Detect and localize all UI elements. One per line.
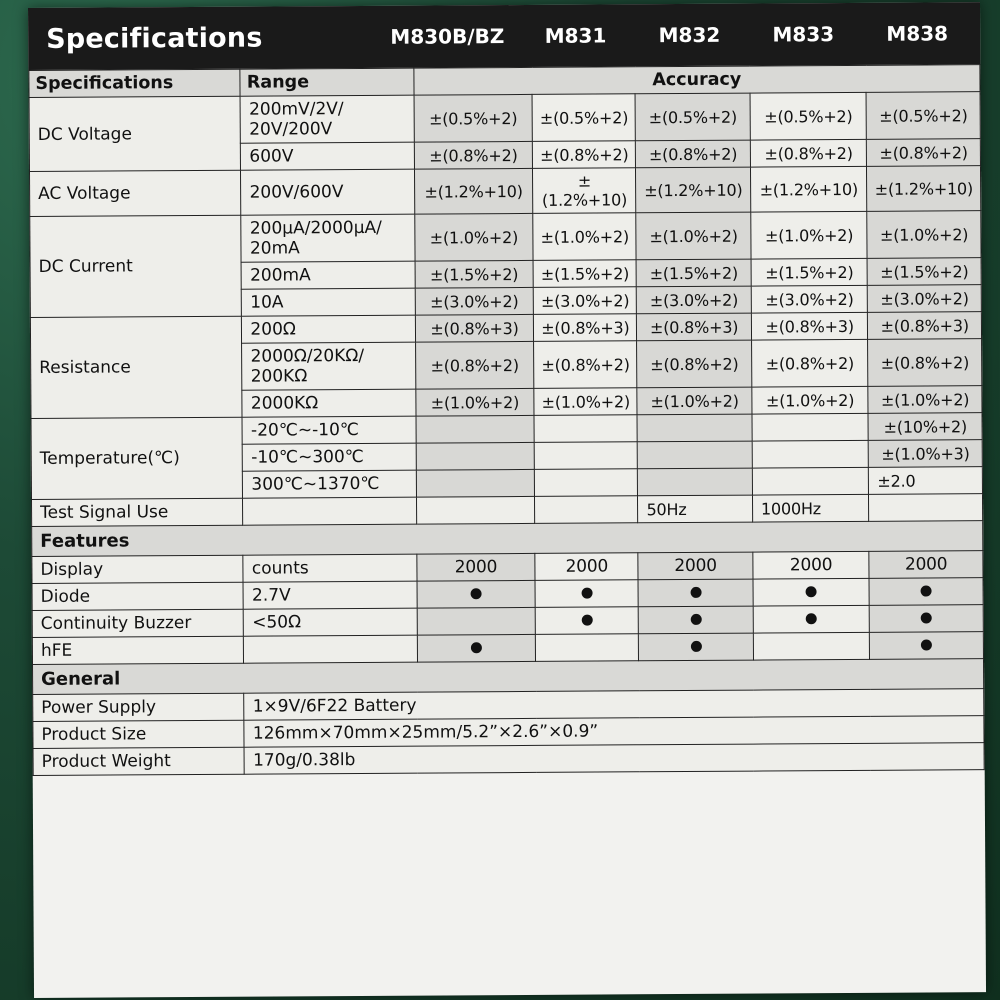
- value-cell: [417, 634, 536, 662]
- range-cell: 200Ω: [242, 315, 415, 343]
- range-cell: 2.7V: [243, 581, 416, 609]
- value-cell: 2000: [417, 553, 536, 581]
- value-cell: ±(1.5%+2): [868, 258, 982, 286]
- range-cell: <50Ω: [244, 608, 417, 636]
- value-cell: ±(1.0%+2): [752, 386, 869, 414]
- value-cell: ±(0.8%+2): [637, 340, 752, 388]
- general-product-weight: Product Weight: [33, 747, 245, 775]
- value-cell: ±(0.8%+2): [533, 141, 636, 169]
- value-cell: ±2.0: [869, 467, 983, 495]
- value-cell: ±(0.8%+2): [750, 139, 867, 167]
- dot-icon: [921, 612, 932, 623]
- value-cell: [638, 579, 753, 607]
- range-cell: 300℃~1370℃: [243, 470, 416, 498]
- value-cell: ±(0.8%+2): [415, 341, 534, 389]
- value-cell: [535, 580, 638, 608]
- value-cell: ±(0.8%+2): [414, 141, 533, 169]
- value-cell: 2000: [535, 553, 638, 581]
- value-cell: ±(1.2%+10): [414, 168, 533, 214]
- value-cell: [535, 496, 638, 524]
- value-cell: 2000: [638, 552, 753, 580]
- dot-icon: [471, 588, 482, 599]
- general-product-size: Product Size: [33, 720, 245, 748]
- table-row: [29, 92, 980, 145]
- dot-icon: [471, 642, 482, 653]
- value-cell: ±(3.0%+2): [534, 287, 637, 315]
- spec-dc-voltage: DC Voltage: [29, 96, 241, 171]
- value-cell: [753, 578, 870, 606]
- general-power-supply-value: 1×9V/6F22 Battery: [244, 689, 984, 721]
- value-cell: ±(0.8%+2): [751, 339, 868, 387]
- section-general-label: General: [33, 659, 984, 695]
- value-cell: 2000: [869, 551, 983, 579]
- header-accuracy: Accuracy: [414, 65, 980, 95]
- range-cell: -20℃~-10℃: [242, 416, 415, 444]
- dot-icon: [921, 585, 932, 596]
- value-cell: ±(1.2%+10): [750, 166, 867, 212]
- value-cell: 1000Hz: [752, 494, 869, 522]
- feature-hfe: hFE: [32, 636, 244, 664]
- value-cell: [417, 580, 536, 608]
- value-cell: ±(0.5%+2): [414, 94, 533, 142]
- range-cell: [243, 497, 416, 525]
- general-product-size-value: 126mm×70mm×25mm/5.2”×2.6”×0.9”: [244, 716, 984, 748]
- value-cell: [870, 605, 984, 633]
- model-m831: M831: [544, 23, 607, 48]
- value-cell: [753, 605, 870, 633]
- value-cell: ±(0.8%+3): [415, 314, 534, 342]
- value-cell: [416, 469, 535, 497]
- value-cell: ±(1.0%+3): [869, 440, 983, 468]
- value-cell: ±(1.0%+2): [534, 388, 637, 416]
- value-cell: ±(0.5%+2): [635, 93, 750, 141]
- range-cell: -10℃~300℃: [243, 443, 416, 471]
- section-features-label: Features: [32, 521, 983, 557]
- value-cell: ±(1.5%+2): [533, 260, 636, 288]
- value-cell: [534, 442, 637, 470]
- title-bar: [28, 2, 980, 70]
- range-cell: 200µA/2000µA/ 20mA: [241, 214, 415, 262]
- value-cell: ±(1.0%+2): [416, 388, 535, 416]
- value-cell: ±(1.5%+2): [415, 260, 534, 288]
- range-cell: 600V: [241, 142, 414, 170]
- value-cell: ±(10%+2): [868, 413, 982, 441]
- value-cell: ±(1.2%+10): [533, 168, 636, 214]
- value-cell: ±(3.0%+2): [415, 287, 534, 315]
- dot-icon: [690, 587, 701, 598]
- value-cell: ±(1.0%+2): [751, 211, 868, 259]
- value-cell: [639, 633, 754, 661]
- dot-icon: [581, 588, 592, 599]
- value-cell: ±(3.0%+2): [637, 286, 752, 314]
- value-cell: ±(0.8%+2): [868, 339, 982, 387]
- value-cell: [638, 468, 753, 496]
- value-cell: ±(0.8%+3): [534, 314, 637, 342]
- value-cell: ±(0.5%+2): [750, 92, 867, 140]
- value-cell: [416, 415, 535, 443]
- value-cell: ±(1.5%+2): [637, 259, 752, 287]
- value-cell: [639, 606, 754, 634]
- value-cell: ±(1.0%+2): [637, 387, 752, 415]
- table-row: [29, 166, 980, 217]
- value-cell: ±(3.0%+2): [751, 285, 868, 313]
- specification-sheet: [28, 2, 986, 998]
- spec-ac-voltage: AC Voltage: [29, 170, 241, 216]
- spec-resistance: Resistance: [30, 316, 242, 418]
- spec-temperature: Temperature(℃): [31, 417, 243, 499]
- value-cell: [752, 467, 869, 495]
- value-cell: [638, 441, 753, 469]
- value-cell: [869, 578, 983, 606]
- table-row: [30, 211, 981, 264]
- value-cell: ±(0.8%+3): [751, 312, 868, 340]
- value-cell: ±(1.0%+2): [414, 213, 533, 261]
- value-cell: ±(0.8%+2): [534, 341, 637, 389]
- dot-icon: [806, 586, 817, 597]
- value-cell: ±(0.5%+2): [867, 92, 981, 140]
- value-cell: ±(0.5%+2): [532, 94, 635, 142]
- value-cell: [536, 634, 639, 662]
- general-power-supply: Power Supply: [33, 693, 245, 721]
- value-cell: ±(0.8%+2): [867, 139, 981, 167]
- page-title: Specifications: [46, 22, 263, 55]
- dot-icon: [921, 639, 932, 650]
- value-cell: ±(1.0%+2): [533, 213, 636, 261]
- value-cell: ±(1.0%+2): [868, 386, 982, 414]
- range-cell: 10A: [242, 288, 415, 316]
- value-cell: [753, 632, 870, 660]
- value-cell: ±(1.0%+2): [867, 211, 981, 259]
- dot-icon: [582, 615, 593, 626]
- value-cell: ±(0.8%+3): [868, 312, 982, 340]
- value-cell: ±(3.0%+2): [868, 285, 982, 313]
- dot-icon: [691, 641, 702, 652]
- range-cell: [244, 635, 417, 663]
- value-cell: [417, 607, 536, 635]
- value-cell: [752, 440, 869, 468]
- value-cell: ±(1.5%+2): [751, 258, 868, 286]
- range-cell: 200mV/2V/ 20V/200V: [240, 95, 414, 143]
- header-specifications: Specifications: [29, 69, 241, 97]
- specs-table: [28, 64, 984, 776]
- value-cell: [416, 496, 535, 524]
- model-m838: M838: [886, 21, 949, 46]
- value-cell: [752, 413, 869, 441]
- spec-dc-current: DC Current: [30, 215, 242, 317]
- range-cell: 200V/600V: [241, 169, 415, 215]
- value-cell: [637, 414, 752, 442]
- range-cell: 2000Ω/20KΩ/ 200KΩ: [242, 342, 416, 390]
- value-cell: [416, 442, 535, 470]
- value-cell: ±(0.8%+2): [636, 140, 751, 168]
- model-m833: M833: [772, 22, 835, 47]
- value-cell: [869, 494, 983, 522]
- value-cell: [535, 469, 638, 497]
- range-cell: 2000KΩ: [242, 389, 415, 417]
- model-list: [376, 21, 974, 49]
- range-cell: counts: [243, 554, 416, 582]
- value-cell: [870, 632, 984, 660]
- dot-icon: [806, 613, 817, 624]
- general-product-weight-value: 170g/0.38lb: [244, 743, 984, 775]
- value-cell: [534, 415, 637, 443]
- dot-icon: [690, 614, 701, 625]
- feature-diode: Diode: [32, 582, 244, 610]
- table-row: [33, 743, 984, 776]
- value-cell: ±(1.2%+10): [636, 167, 751, 213]
- feature-continuity-buzzer: Continuity Buzzer: [32, 609, 244, 637]
- spec-test-signal-use: Test Signal Use: [32, 498, 244, 526]
- header-range: Range: [240, 68, 413, 96]
- model-m832: M832: [658, 22, 721, 48]
- feature-display: Display: [32, 555, 244, 583]
- value-cell: ±(0.8%+3): [637, 313, 752, 341]
- value-cell: 50Hz: [638, 495, 753, 523]
- value-cell: ±(1.2%+10): [867, 166, 981, 212]
- range-cell: 200mA: [241, 261, 414, 289]
- value-cell: 2000: [753, 551, 870, 579]
- value-cell: [535, 607, 638, 635]
- value-cell: ±(1.0%+2): [636, 212, 751, 260]
- model-m830b: M830B/BZ: [390, 24, 505, 49]
